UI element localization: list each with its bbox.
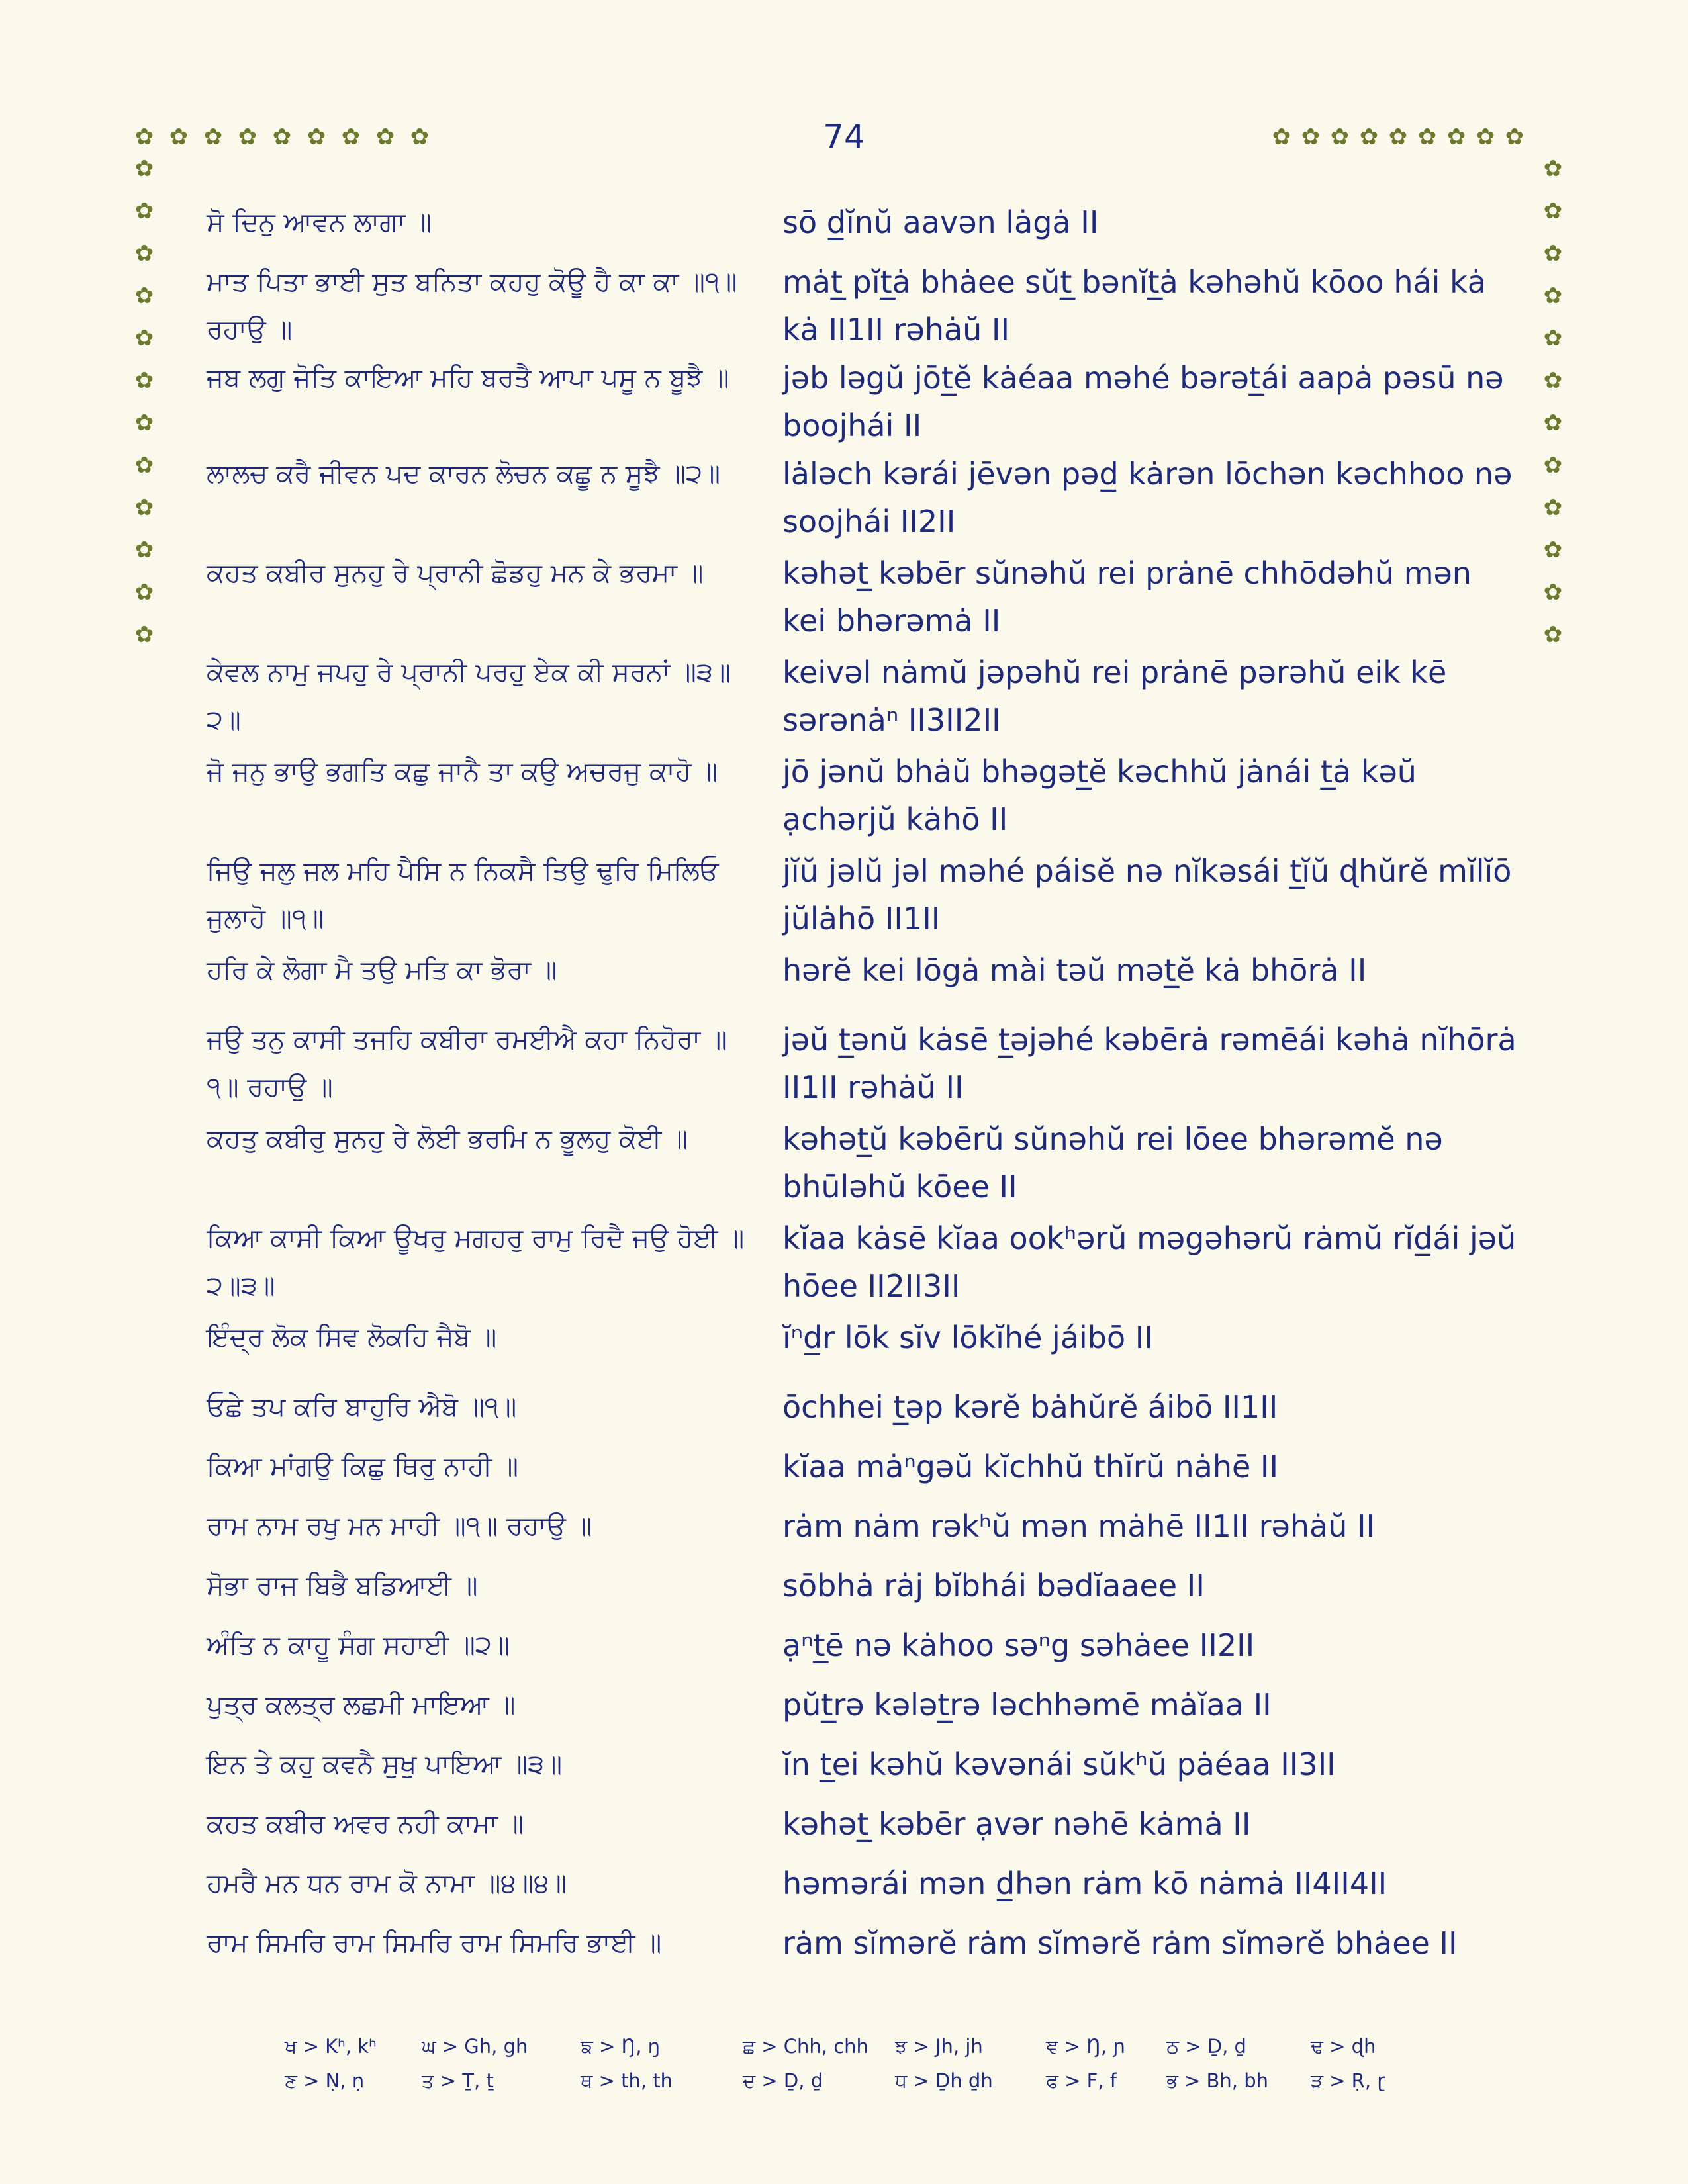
gurmukhi-text: ਜੋ ਜਨੁ ਭਾਉ ਭਗਤਿ ਕਛੁ ਜਾਨੈ ਤਾ ਕਉ ਅਚਰਜੁ ਕਾਹੋ ॥ (207, 756, 718, 787)
transliteration-text: kəhət̲ŭ kəbērŭ sŭnəhŭ rei lōee bhərəmĕ nə bhūləhŭ kōee II (782, 1121, 1443, 1205)
gurmukhi-text: ਪੁਤ੍ਰ ਕਲਤ੍ਰ ਲਛਮੀ ਮਾਇਆ ॥ (207, 1690, 516, 1720)
transliteration-text: jō jənŭ bhȧŭ bhəgət̲ĕ kəchhŭ jȧnái t̲ȧ kəŭ ạchərjŭ kȧhō II (782, 754, 1417, 837)
flower-icon: ✿ (1543, 410, 1563, 436)
transliteration-text: ōchhei t̲əp kərĕ bȧhŭrĕ áibō II1II (782, 1389, 1278, 1425)
flower-icon: ✿ (134, 452, 154, 478)
gurmukhi-text: ਸੋ ਦਿਨੁ ਆਵਨ ਲਾਗਾ ॥ (207, 207, 432, 238)
transliteration-text: lȧləch kərái jēvən pəd̲ kȧrən lōchən kəchhoo nə soojhái II2II (782, 456, 1513, 539)
transliteration-text: kĭaa mȧⁿgəŭ kĭchhŭ thĭrŭ nȧhē II (782, 1449, 1279, 1484)
legend-item: ਙ > Ŋ, ŋ (581, 2035, 661, 2058)
flower-icon: ✿ (1543, 452, 1563, 478)
flower-icon: ✿ (1543, 325, 1563, 351)
transliteration-text: kəhət̲ kəbēr sŭnəhŭ rei prȧnē chhōdəhŭ mən kei bhərəmȧ II (782, 555, 1472, 639)
transliteration-text: sōbhȧ rȧj bĭbhái bədĭaaee II (782, 1568, 1205, 1604)
legend-item: ਝ > Jh, jh (895, 2035, 983, 2058)
legend-item: ਞ > Ŋ, ɲ (1046, 2035, 1126, 2058)
gurmukhi-text: ਕਹਤ ਕਬੀਰ ਅਵਰ ਨਹੀ ਕਾਮਾ ॥ (207, 1809, 524, 1839)
legend-item: ਢ > ɖh (1311, 2035, 1376, 2058)
gurmukhi-text: ਲਾਲਚ ਕਰੈ ਜੀਵਨ ਪਦ ਕਾਰਨ ਲੋਚਨ ਕਛੂ ਨ ਸੂਝੈ ॥੨॥ (207, 459, 721, 489)
gurmukhi-text: ਕਹਤ ਕਬੀਰ ਸੁਨਹੁ ਰੇ ਪ੍ਰਾਨੀ ਛੋਡਹੁ ਮਨ ਕੇ ਭਰਮਾ ॥ (207, 558, 704, 588)
flower-icon: ✿ (1476, 124, 1495, 150)
gurmukhi-text: ਹਰਿ ਕੇ ਲੋਗਾ ਮੈ ਤਉ ਮਤਿ ਕਾ ਭੋਰਾ ॥ (207, 955, 557, 985)
flower-icon: ✿ (169, 124, 189, 150)
flower-icon: ✿ (341, 124, 361, 150)
page-number: 74 (823, 118, 865, 156)
transliteration-text: ạⁿt̲ē nə kȧhoo səⁿg səhȧee II2II (782, 1627, 1255, 1663)
flower-icon: ✿ (1543, 494, 1563, 521)
legend-item: ਖ > Kʰ, kʰ (285, 2035, 377, 2058)
transliteration-text: mȧt̲ pĭt̲ȧ bhȧee sŭt̲ bənĭt̲ȧ kəhəhŭ kōoo hái kȧ kȧ II1II rəhȧŭ II (782, 264, 1486, 347)
transliteration-text: jəŭ t̲ənŭ kȧsē t̲əjəhé kəbērȧ rəmēái kəhȧ nĭhōrȧ II1II rəhȧŭ II (782, 1022, 1517, 1105)
flower-icon: ✿ (134, 240, 154, 267)
gurmukhi-text: ਜਬ ਲਗੁ ਜੋਤਿ ਕਾਇਆ ਮਹਿ ਬਰਤੈ ਆਪਾ ਪਸੂ ਨ ਬੂਝੈ ॥ (207, 363, 729, 393)
flower-icon: ✿ (1543, 156, 1563, 182)
flower-icon: ✿ (1543, 579, 1563, 606)
transliteration-text: kĭaa kȧsē kĭaa ookʰərŭ məgəhərŭ rȧmŭ rĭd̲ái jəŭ hōee II2II3II (782, 1220, 1517, 1304)
flower-icon: ✿ (134, 367, 154, 394)
legend-item: ਥ > th, th (581, 2070, 673, 2092)
flower-icon: ✿ (1543, 537, 1563, 563)
gurmukhi-text: ਜਉ ਤਨੁ ਕਾਸੀ ਤਜਹਿ ਕਬੀਰਾ ਰਮਈਐ ਕਹਾ ਨਿਹੋਰਾ ॥੧॥ ਰਹਾਉ ॥ (207, 1024, 727, 1103)
flower-icon: ✿ (134, 198, 154, 224)
flower-icon: ✿ (1417, 124, 1437, 150)
flower-icon: ✿ (375, 124, 395, 150)
flower-icon: ✿ (134, 156, 154, 182)
flower-icon: ✿ (1446, 124, 1466, 150)
legend-item: ਘ > Gh, gh (422, 2035, 528, 2058)
legend-item: ਠ > Ḏ, ḏ (1166, 2035, 1246, 2058)
flower-icon: ✿ (1330, 124, 1350, 150)
transliteration-text: hərĕ kei lōgȧ mài təŭ mət̲ĕ kȧ bhōrȧ II (782, 952, 1367, 988)
gurmukhi-text: ਜਿਉ ਜਲੁ ਜਲ ਮਹਿ ਪੈਸਿ ਨ ਨਿਕਸੈ ਤਿਉ ਢੁਰਿ ਮਿਲਿਓ ਜੁਲਾਹੋ ॥੧॥ (207, 856, 719, 934)
flower-icon: ✿ (134, 494, 154, 521)
legend-item: ਣ > Ṇ, ṇ (285, 2070, 365, 2092)
legend-item: ਦ > Ḏ, ḏ (743, 2070, 823, 2092)
flower-icon: ✿ (410, 124, 430, 150)
flower-icon: ✿ (134, 579, 154, 606)
legend-item: ੜ > Ṛ, ɽ (1311, 2070, 1385, 2092)
gurmukhi-text: ਕਹਤੁ ਕਬੀਰੁ ਸੁਨਹੁ ਰੇ ਲੋਈ ਭਰਮਿ ਨ ਭੂਲਹੁ ਕੋਈ ॥ (207, 1124, 688, 1154)
gurmukhi-text: ਹਮਰੈ ਮਨ ਧਨ ਰਾਮ ਕੋ ਨਾਮਾ ॥੪॥੪॥ (207, 1868, 567, 1899)
flower-icon: ✿ (1301, 124, 1321, 150)
flower-icon: ✿ (134, 537, 154, 563)
gurmukhi-text: ਕਿਆ ਕਾਸੀ ਕਿਆ ਊਖਰੁ ਮਗਹਰੁ ਰਾਮੁ ਰਿਦੈ ਜਉ ਹੋਈ ॥੨॥੩॥ (207, 1223, 745, 1301)
flower-icon: ✿ (134, 283, 154, 309)
flower-icon: ✿ (1272, 124, 1291, 150)
flower-icon: ✿ (1543, 240, 1563, 267)
transliteration-text: həmərái mən d̲hən rȧm kō nȧmȧ II4II4II (782, 1866, 1387, 1901)
transliteration-text: ĭn t̲ei kəhŭ kəvənái sŭkʰŭ pȧéaa II3II (782, 1747, 1336, 1782)
transliteration-text: rȧm nȧm rəkʰŭ mən mȧhē II1II rəhȧŭ II (782, 1508, 1376, 1544)
transliteration-text: ĭⁿd̲r lōk sĭv lōkĭhé jáibō II (782, 1320, 1153, 1355)
gurmukhi-text: ਮਾਤ ਪਿਤਾ ਭਾਈ ਸੁਤ ਬਨਿਤਾ ਕਹਹੁ ਕੋਊ ਹੈ ਕਾ ਕਾ ॥੧॥ ਰਹਾਉ ॥ (207, 267, 737, 345)
transliteration-text: rȧm sĭmərĕ rȧm sĭmərĕ rȧm sĭmərĕ bhȧee II (782, 1925, 1458, 1961)
gurmukhi-text: ਓਛੇ ਤਪ ਕਰਿ ਬਾਹੁਰਿ ਐਬੋ ॥੧॥ (207, 1392, 517, 1422)
flower-icon: ✿ (1543, 198, 1563, 224)
transliteration-text: sō d̲ĭnŭ aavən lȧgȧ II (782, 205, 1099, 240)
legend-item: ਛ > Chh, chh (743, 2035, 868, 2058)
gurmukhi-text: ਰਾਮ ਨਾਮ ਰਖੁ ਮਨ ਮਾਹੀ ॥੧॥ ਰਹਾਉ ॥ (207, 1511, 592, 1541)
gurmukhi-text: ਰਾਮ ਸਿਮਰਿ ਰਾਮ ਸਿਮਰਿ ਰਾਮ ਸਿਮਰਿ ਭਾਈ ॥ (207, 1928, 662, 1958)
flower-icon: ✿ (238, 124, 258, 150)
flower-icon: ✿ (1543, 283, 1563, 309)
flower-icon: ✿ (134, 325, 154, 351)
flower-icon: ✿ (1543, 367, 1563, 394)
gurmukhi-text: ਕਿਆ ਮਾਂਗਉ ਕਿਛੁ ਥਿਰੁ ਨਾਹੀ ॥ (207, 1451, 519, 1482)
gurmukhi-text: ਕੇਵਲ ਨਾਮੁ ਜਪਹੁ ਰੇ ਪ੍ਰਾਨੀ ਪਰਹੁ ਏਕ ਕੀ ਸਰਨਾਂ ॥੩॥੨॥ (207, 657, 731, 735)
flower-icon: ✿ (134, 410, 154, 436)
flower-icon: ✿ (134, 621, 154, 648)
transliteration-text: keivəl nȧmŭ jəpəhŭ rei prȧnē pərəhŭ eik kē sərənȧⁿ II3II2II (782, 655, 1447, 738)
legend-item: ਫ > F, f (1046, 2070, 1117, 2092)
gurmukhi-text: ਇੰਦ੍ਰ ਲੋਕ ਸਿਵ ਲੋਕਹਿ ਜੈਬੋ ॥ (207, 1322, 497, 1353)
transliteration-text: jəb ləgŭ jōt̲ĕ kȧéaa məhé bərət̲ái aapȧ pəsū nə boojhái II (782, 360, 1504, 443)
flower-icon: ✿ (1505, 124, 1524, 150)
flower-icon: ✿ (1359, 124, 1379, 150)
flower-icon: ✿ (1543, 621, 1563, 648)
gurmukhi-text: ਅੰਤਿ ਨ ਕਾਹੂ ਸੰਗ ਸਹਾਈ ॥੨॥ (207, 1630, 510, 1661)
transliteration-text: kəhət̲ kəbēr ạvər nəhē kȧmȧ II (782, 1806, 1251, 1842)
legend-item: ਧ > Ḏh ḏh (895, 2070, 993, 2092)
flower-icon: ✿ (306, 124, 326, 150)
gurmukhi-text: ਸੋਭਾ ਰਾਜ ਬਿਭੈ ਬਡਿਆਈ ॥ (207, 1570, 478, 1601)
flower-icon: ✿ (272, 124, 292, 150)
flower-icon: ✿ (134, 124, 154, 150)
gurmukhi-text: ਇਨ ਤੇ ਕਹੁ ਕਵਨੈ ਸੁਖੁ ਪਾਇਆ ॥੩॥ (207, 1749, 563, 1780)
legend-item: ਤ > Ṯ, ṯ (422, 2070, 494, 2092)
transliteration-text: jĭŭ jəlŭ jəl məhé páisĕ nə nĭkəsái t̲ĭŭ ɖhŭrĕ mĭlĭō jŭlȧhō II1II (782, 853, 1512, 936)
flower-icon: ✿ (203, 124, 223, 150)
transliteration-text: pŭt̲rə kələt̲rə ləchhəmē mȧĭaa II (782, 1687, 1272, 1723)
legend-item: ਭ > Bh, bh (1166, 2070, 1269, 2092)
flower-icon: ✿ (1388, 124, 1408, 150)
